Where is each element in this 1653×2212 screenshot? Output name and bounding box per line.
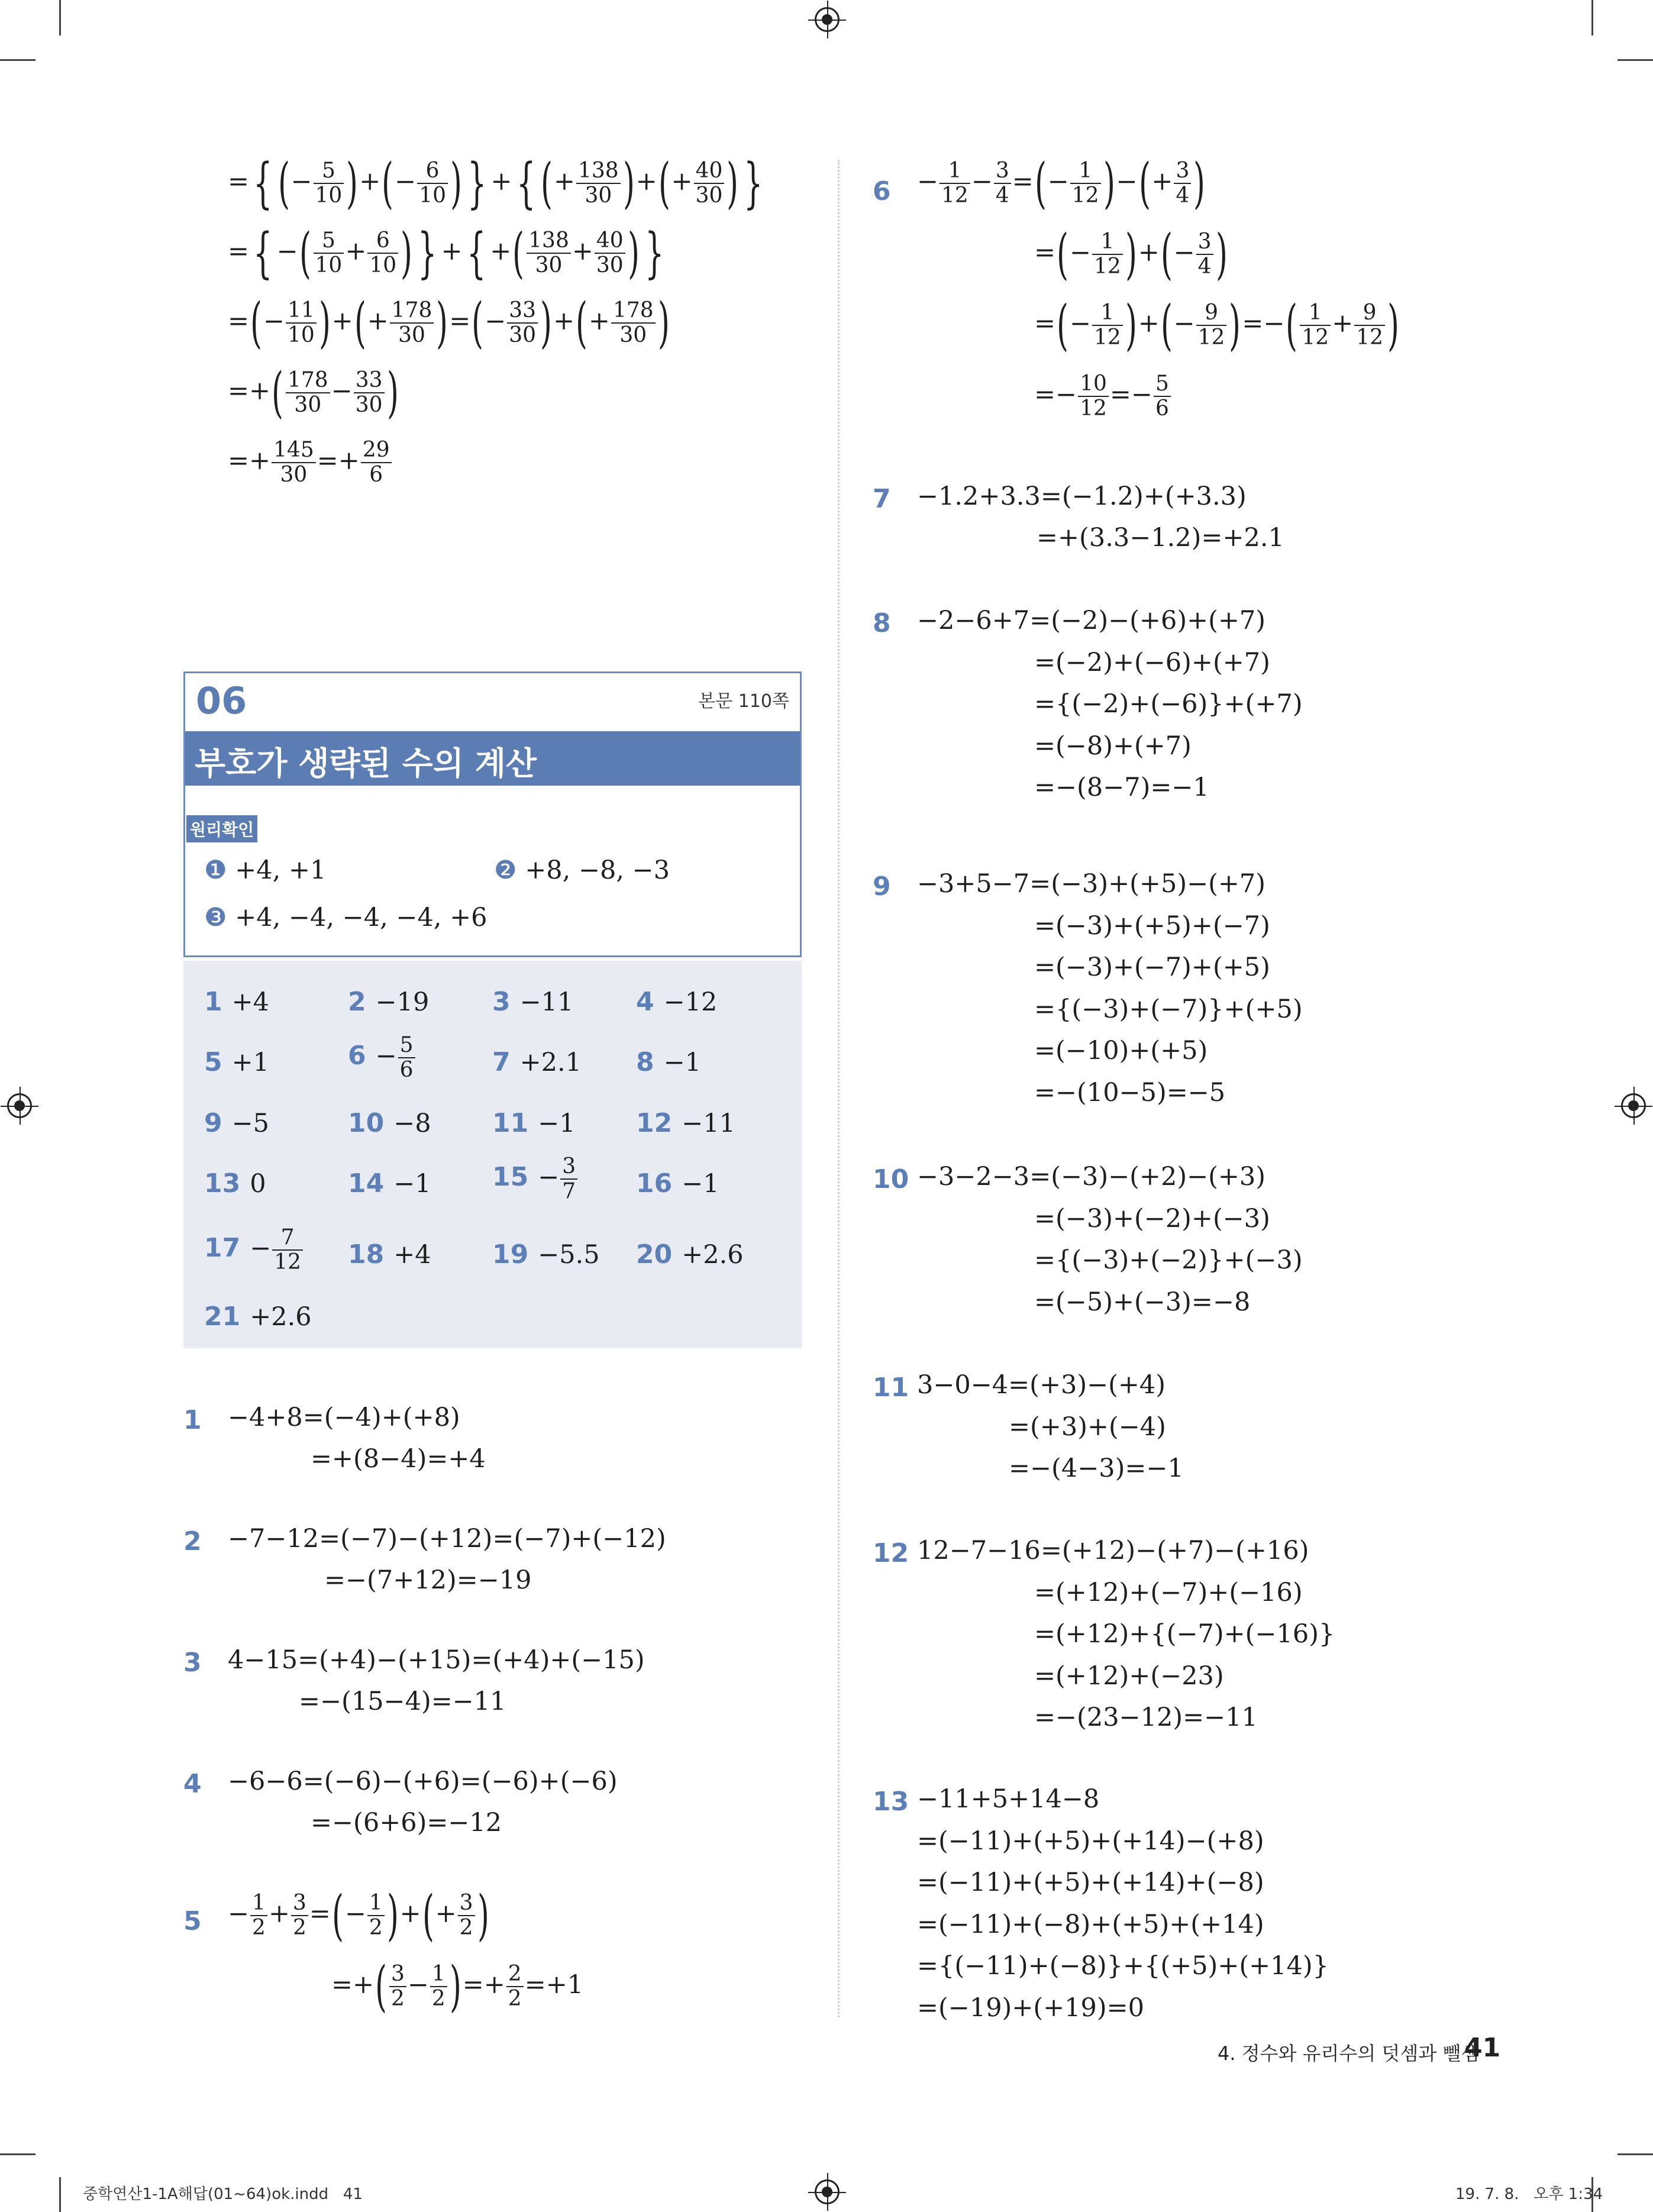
math-line: =(− $\frac{11}{10}$ )+(+ $\frac{178}{30}$ )=(− $\frac{33}{30}$ )+(+ $\frac{178}{30}$ )	[228, 291, 670, 354]
answer-value: −11	[682, 1109, 735, 1138]
math-line: ={(−11)+(−8)}+{(+5)+(+14)}	[917, 1951, 1329, 1981]
answer-value: 0	[250, 1169, 266, 1199]
math-line: =(−19)+(+19)=0	[917, 1993, 1145, 2023]
answer-number: 21	[204, 1302, 241, 1332]
math-line: =(+3)+(−4)	[1009, 1412, 1166, 1442]
answer-item	[348, 1239, 431, 1270]
section-box	[183, 671, 802, 957]
answer-item	[348, 1034, 417, 1081]
math-line: =+(8−4)=+4	[311, 1444, 486, 1474]
principle-answer-2: ❷ +8, −8, −3	[494, 855, 670, 885]
column-divider	[838, 160, 840, 2017]
math-line: ={ −( $\frac{5}{10}$ + $\frac{6}{10}$ ) } +{ +( $\frac{138}{30}$ + $\frac{40}{30}$ ) }	[228, 221, 664, 285]
solution-number: 5	[183, 1906, 202, 1936]
math-line: =− $\frac{10}{12}$ =− $\frac{5}{6}$	[1034, 373, 1172, 420]
math-line: − $\frac{1}{12}$ − $\frac{3}{4}$ =(− $\frac{1}{12}$ )−(+ $\frac{3}{4}$ )	[917, 151, 1206, 215]
crop-mark	[59, 2177, 61, 2212]
answer-number: 1	[204, 987, 222, 1017]
answer-number: 15	[492, 1161, 529, 1192]
math-line: =(−5)+(−3)=−8	[1034, 1287, 1251, 1317]
math-line: =+(3.3−1.2)=+2.1	[1037, 523, 1284, 553]
answer-value: −1	[682, 1169, 719, 1199]
math-line: =(−3)+(−7)+(+5)	[1034, 952, 1270, 982]
math-line: =(−3)+(−2)+(−3)	[1034, 1204, 1270, 1233]
math-line: ={(−2)+(−6)}+(+7)	[1034, 689, 1303, 719]
answer-number: 14	[348, 1168, 385, 1199]
answer-item	[348, 1108, 431, 1138]
answer-number: 16	[636, 1168, 673, 1199]
math-line: =(+12)+(−23)	[1034, 1661, 1224, 1691]
section-header-bar	[185, 731, 800, 786]
answer-value: +2.1	[519, 1048, 582, 1077]
answer-fraction: $\frac{3}{7}$	[560, 1155, 577, 1203]
math-line: =+( $\frac{178}{30}$ − $\frac{33}{30}$ )	[228, 361, 399, 424]
answer-item	[204, 987, 269, 1017]
principle-answer-1: ❶ +4, +1	[204, 855, 327, 885]
answer-item	[492, 1108, 576, 1138]
section-title: 부호가 생략된 수의 계산	[195, 745, 537, 782]
math-line: −4+8=(−4)+(+8)	[228, 1403, 460, 1432]
answer-value: −5	[231, 1109, 270, 1138]
answer-value: −	[250, 1233, 272, 1263]
solution-number: 8	[873, 608, 891, 638]
answer-number: 19	[492, 1239, 529, 1270]
math-line: 4−15=(+4)−(+15)=(+4)+(−15)	[228, 1645, 645, 1675]
math-line: −3−2−3=(−3)−(+2)−(+3)	[917, 1162, 1266, 1191]
crop-mark	[1618, 2153, 1653, 2155]
crop-mark	[1618, 59, 1653, 61]
answer-fraction: $\frac{7}{12}$	[272, 1226, 303, 1274]
answer-item	[204, 1047, 269, 1077]
answer-number: 3	[492, 987, 511, 1017]
answer-item	[492, 1155, 579, 1203]
registration-mark-icon	[7, 1093, 32, 1118]
math-line: =(−8)+(+7)	[1034, 731, 1192, 761]
answer-value: −5.5	[538, 1240, 600, 1270]
math-line: 3−0−4=(+3)−(+4)	[917, 1370, 1166, 1400]
solution-number: 12	[873, 1538, 909, 1568]
solution-number: 2	[183, 1526, 202, 1557]
math-line: −2−6+7=(−2)−(+6)+(+7)	[917, 606, 1266, 635]
math-line: =(− $\frac{1}{12}$ )+(− $\frac{9}{12}$ )=−( $\frac{1}{12}$ + $\frac{9}{12}$ )	[1034, 293, 1399, 357]
page-number: 41	[1464, 2033, 1501, 2063]
math-line: =(−10)+(+5)	[1034, 1036, 1208, 1065]
answer-item	[204, 1168, 266, 1199]
answer-value: −	[375, 1041, 397, 1071]
answer-number: 17	[204, 1232, 241, 1263]
answer-number: 11	[492, 1108, 529, 1138]
answer-value: +2.6	[682, 1240, 744, 1270]
answer-value: +4	[231, 987, 270, 1017]
answer-value: −	[538, 1162, 560, 1192]
math-line: −3+5−7=(−3)+(+5)−(+7)	[917, 869, 1266, 899]
section-page-ref: 본문 110쪽	[698, 691, 789, 712]
answer-value: −12	[663, 987, 718, 1017]
answer-value: +4	[393, 1240, 431, 1270]
crop-mark	[0, 2153, 35, 2155]
math-line: =(+12)+{(−7)+(−16)}	[1034, 1619, 1335, 1649]
math-line: =(−11)+(+5)+(+14)+(−8)	[917, 1868, 1264, 1897]
math-line: −7−12=(−7)−(+12)=(−7)+(−12)	[228, 1524, 666, 1554]
answer-number: 10	[348, 1108, 385, 1138]
principle-badge: 원리확인	[186, 815, 257, 842]
answer-item	[204, 1226, 304, 1274]
answer-number: 18	[348, 1239, 385, 1270]
crop-mark	[0, 59, 35, 61]
math-line: =−(15−4)=−11	[299, 1687, 506, 1716]
registration-mark-icon	[815, 7, 840, 32]
answer-number: 12	[636, 1108, 673, 1138]
answer-item	[636, 1239, 744, 1270]
principle-answer-3: ❸ +4, −4, −4, −4, +6	[204, 903, 487, 932]
answer-item	[492, 1047, 582, 1077]
math-line: =(−3)+(+5)+(−7)	[1034, 911, 1270, 941]
math-line: =−(10−5)=−5	[1034, 1078, 1226, 1107]
answer-item	[636, 987, 717, 1017]
answer-number: 20	[636, 1239, 673, 1270]
answer-item	[492, 987, 573, 1017]
registration-mark-icon	[1621, 1093, 1646, 1118]
math-line: =+ $\frac{145}{30}$ =+ $\frac{29}{6}$	[228, 439, 393, 486]
footer-file: 중학연산1-1A해답(01~64)ok.indd 41	[83, 2185, 363, 2203]
solution-number: 13	[873, 1787, 909, 1817]
answer-item	[492, 1239, 600, 1270]
solution-number: 10	[873, 1164, 909, 1194]
answer-value: −8	[393, 1109, 431, 1138]
answer-value: +2.6	[250, 1302, 312, 1332]
math-line: =−(8−7)=−1	[1034, 773, 1209, 802]
answer-number: 7	[492, 1047, 511, 1077]
math-line: ={ (− $\frac{5}{10}$ )+(− $\frac{6}{10}$ ) } +{ (+ $\frac{138}{30}$ )+(+ $\frac{40}{30}$ ) }	[228, 151, 763, 215]
solution-number: 4	[183, 1769, 202, 1799]
answer-number: 9	[204, 1108, 222, 1138]
answer-number: 13	[204, 1168, 241, 1199]
answer-item	[348, 987, 429, 1017]
answer-item	[636, 1047, 701, 1077]
math-line: =(−2)+(−6)+(+7)	[1034, 648, 1270, 677]
math-line: =−(6+6)=−12	[311, 1808, 502, 1838]
math-line: 12−7−16=(+12)−(+7)−(+16)	[917, 1536, 1309, 1565]
chapter-title: 4. 정수와 유리수의 덧셈과 뺄셈	[1218, 2042, 1480, 2065]
answer-number: 6	[348, 1040, 366, 1071]
math-line: =(−11)+(+5)+(+14)−(+8)	[917, 1826, 1264, 1856]
crop-mark	[59, 0, 61, 35]
answer-fraction: $\frac{5}{6}$	[398, 1034, 415, 1081]
math-line: ={(−3)+(−2)}+(−3)	[1034, 1245, 1303, 1275]
math-line: =−(4−3)=−1	[1009, 1454, 1184, 1483]
crop-mark	[1591, 0, 1593, 35]
answer-value: −1	[393, 1169, 431, 1199]
solution-number: 1	[183, 1405, 202, 1435]
answer-number: 4	[636, 987, 654, 1017]
math-line: =(+12)+(−7)+(−16)	[1034, 1578, 1303, 1607]
math-line: −1.2+3.3=(−1.2)+(+3.3)	[917, 482, 1247, 511]
math-line: ={(−3)+(−7)}+(+5)	[1034, 994, 1303, 1024]
answer-value: +1	[231, 1048, 270, 1077]
solution-number: 6	[873, 176, 891, 206]
math-line: =+( $\frac{3}{2}$ − $\frac{1}{2}$ )=+ $\frac{2}{2}$ =+1	[331, 1955, 584, 2018]
math-line: − $\frac{1}{2}$ + $\frac{3}{2}$ =(− $\frac{1}{2}$ )+(+ $\frac{3}{2}$ )	[228, 1884, 489, 1947]
answer-item	[204, 1302, 312, 1332]
solution-number: 3	[183, 1648, 202, 1678]
footer-timestamp: 19. 7. 8. 오후 1:34	[1455, 2185, 1603, 2203]
answer-item	[636, 1108, 735, 1138]
solution-number: 9	[873, 871, 891, 902]
answer-value: −19	[375, 987, 430, 1017]
math-line: =(− $\frac{1}{12}$ )+(− $\frac{3}{4}$ )	[1034, 222, 1228, 286]
answer-number: 2	[348, 987, 366, 1017]
answer-value: −1	[538, 1109, 576, 1138]
answer-value: −11	[519, 987, 574, 1017]
math-line: =−(7+12)=−19	[324, 1565, 532, 1595]
answer-value: −1	[663, 1048, 702, 1077]
answer-number: 5	[204, 1047, 222, 1077]
answer-item	[204, 1108, 269, 1138]
section-number: 06	[196, 679, 247, 722]
math-line: −6−6=(−6)−(+6)=(−6)+(−6)	[228, 1767, 618, 1796]
answer-number: 8	[636, 1047, 654, 1077]
math-line: =−(23−12)=−11	[1034, 1703, 1258, 1732]
solution-number: 7	[873, 484, 891, 514]
answer-item	[348, 1168, 431, 1199]
solution-number: 11	[873, 1373, 909, 1403]
answer-item	[636, 1168, 719, 1199]
answer-key	[183, 961, 802, 1348]
registration-mark-icon	[815, 2179, 840, 2204]
math-line: −11+5+14−8	[917, 1784, 1100, 1814]
math-line: =(−11)+(−8)+(+5)+(+14)	[917, 1910, 1264, 1939]
